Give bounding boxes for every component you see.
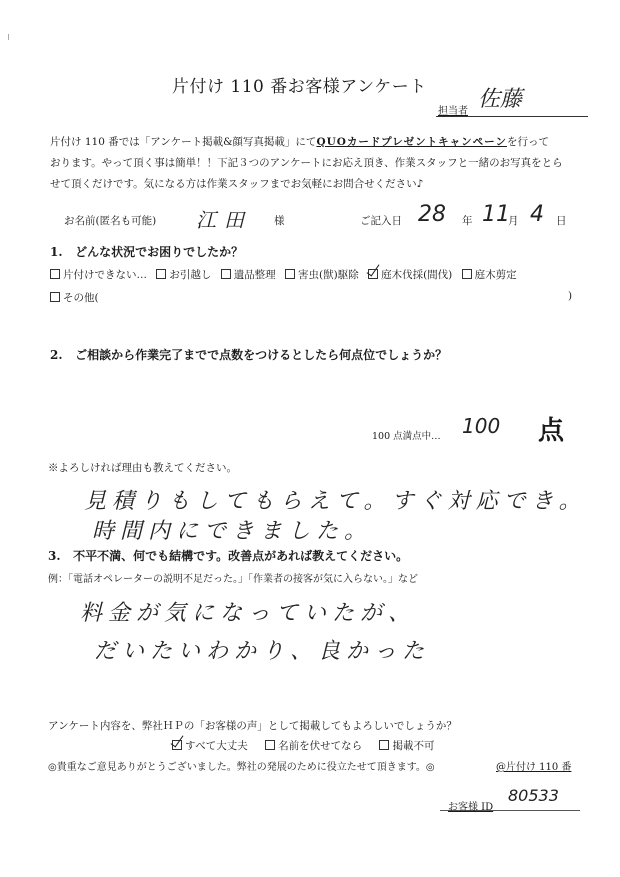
honorific: 様	[274, 215, 285, 227]
checkbox-unchecked-icon[interactable]	[462, 269, 472, 279]
q3-heading	[48, 547, 408, 564]
checkbox-unchecked-icon[interactable]	[285, 269, 295, 279]
q2-question: ご相談から作業完了までで点数をつけるとしたら何点位でしょうか？	[75, 348, 448, 362]
q3-question: 不平不満、何でも結構です。改善点があれば教えてください。	[73, 549, 409, 563]
reason-answer-line2[interactable]: 時間内にできました。	[92, 519, 373, 544]
publish-question: アンケート内容を、弊社ＨＰの「お客様の声」として掲載してもよろしいでしょうか？	[48, 720, 457, 732]
q1-option-pest[interactable]: 害虫(獣)駆除	[285, 269, 359, 281]
publish-option-decline[interactable]: 掲載不可	[379, 740, 434, 752]
checkbox-checked-icon[interactable]	[172, 740, 182, 750]
customer-id-field[interactable]: 80533	[508, 786, 559, 805]
intro-line1-pre: 片付け 110 番では「アンケート掲載&顔写真掲載」にて	[50, 136, 317, 148]
day-label: 日	[556, 215, 567, 227]
checkbox-unchecked-icon[interactable]	[50, 269, 60, 279]
year-field[interactable]: 28	[418, 202, 446, 227]
q1-number: 1.	[50, 245, 63, 259]
customer-id-label: お客様 ID	[448, 802, 494, 813]
staff-signature[interactable]: 佐藤	[478, 87, 523, 112]
score-unit: 点	[538, 416, 565, 446]
q3-number: 3.	[48, 549, 61, 563]
intro-line3: せて頂くだけです。気になる方は作業スタッフまでお気軽にお問合せください♪	[50, 178, 424, 190]
thanks-message: ◎貴重なご意見ありがとうございました。弊社の発展のために役立たせて頂きます。◎	[48, 762, 435, 773]
brand-link[interactable]: @片付け 110 番	[496, 762, 572, 773]
q2-heading	[50, 346, 447, 363]
checkbox-unchecked-icon[interactable]	[156, 269, 166, 279]
intro-paragraph	[50, 132, 590, 195]
publish-option-all-ok[interactable]: すべて大丈夫	[172, 740, 248, 752]
q1-option-katazuke[interactable]: 片付けできない…	[50, 269, 147, 281]
intro-line2: おります。やって頂く事は簡単！！下記３つのアンケートにお応え頂き、作業スタッフと一緒のお写真をとら	[50, 157, 563, 169]
name-label: お名前(匿名も可能)	[64, 215, 157, 227]
q3-answer-line2[interactable]: だいたいわかり、良かった	[94, 639, 431, 664]
q1-option-other[interactable]: その他(	[50, 290, 99, 305]
month-field[interactable]: 11	[482, 202, 510, 227]
q1-option-tree-felling[interactable]: 庭木伐採(間伐)	[368, 269, 452, 281]
score-field[interactable]: 100	[462, 414, 501, 438]
q1-question: どんな状況でお困りでしたか？	[75, 245, 244, 259]
q3-answer-line1[interactable]: 料金が気になっていたが、	[80, 601, 417, 626]
q1-heading	[50, 243, 243, 260]
scan-speck	[8, 34, 9, 40]
checkbox-unchecked-icon[interactable]	[50, 292, 60, 302]
intro-line1-post: を行って	[506, 136, 549, 148]
q1-option-estate[interactable]: 遺品整理	[221, 269, 276, 281]
publish-options	[172, 738, 440, 753]
q1-option-moving[interactable]: お引越し	[156, 269, 211, 281]
q1-other-close: )	[568, 290, 573, 302]
checkbox-unchecked-icon[interactable]	[379, 740, 389, 750]
score-label: 100 点満点中…	[372, 431, 441, 442]
day-field[interactable]: 4	[530, 202, 544, 227]
q3-example: 例：「電話オペレーターの説明不足だった。」「作業者の接客が気に入らない。」など	[48, 574, 418, 585]
checkbox-unchecked-icon[interactable]	[265, 740, 275, 750]
name-field[interactable]: 江田	[196, 208, 252, 232]
q2-number: 2.	[50, 348, 63, 362]
reason-prompt: ※よろしければ理由も教えてください。	[48, 462, 237, 474]
q1-option-tree-pruning[interactable]: 庭木剪定	[462, 269, 517, 281]
checkbox-unchecked-icon[interactable]	[221, 269, 231, 279]
month-label: 月	[508, 215, 519, 227]
date-label: ご記入日	[360, 215, 402, 227]
staff-label: 担当者	[438, 106, 468, 117]
checkbox-checked-icon[interactable]	[368, 269, 378, 279]
q1-options	[50, 267, 523, 282]
year-label: 年	[462, 215, 473, 227]
publish-option-anonymous[interactable]: 名前を伏せてなら	[265, 740, 362, 752]
page-title: 片付け 110 番お客様アンケート	[172, 77, 427, 97]
campaign-name: QUOカードプレゼントキャンペーン	[316, 136, 507, 148]
reason-answer-line1[interactable]: 見積りもしてもらえて。すぐ対応でき。	[84, 489, 587, 514]
